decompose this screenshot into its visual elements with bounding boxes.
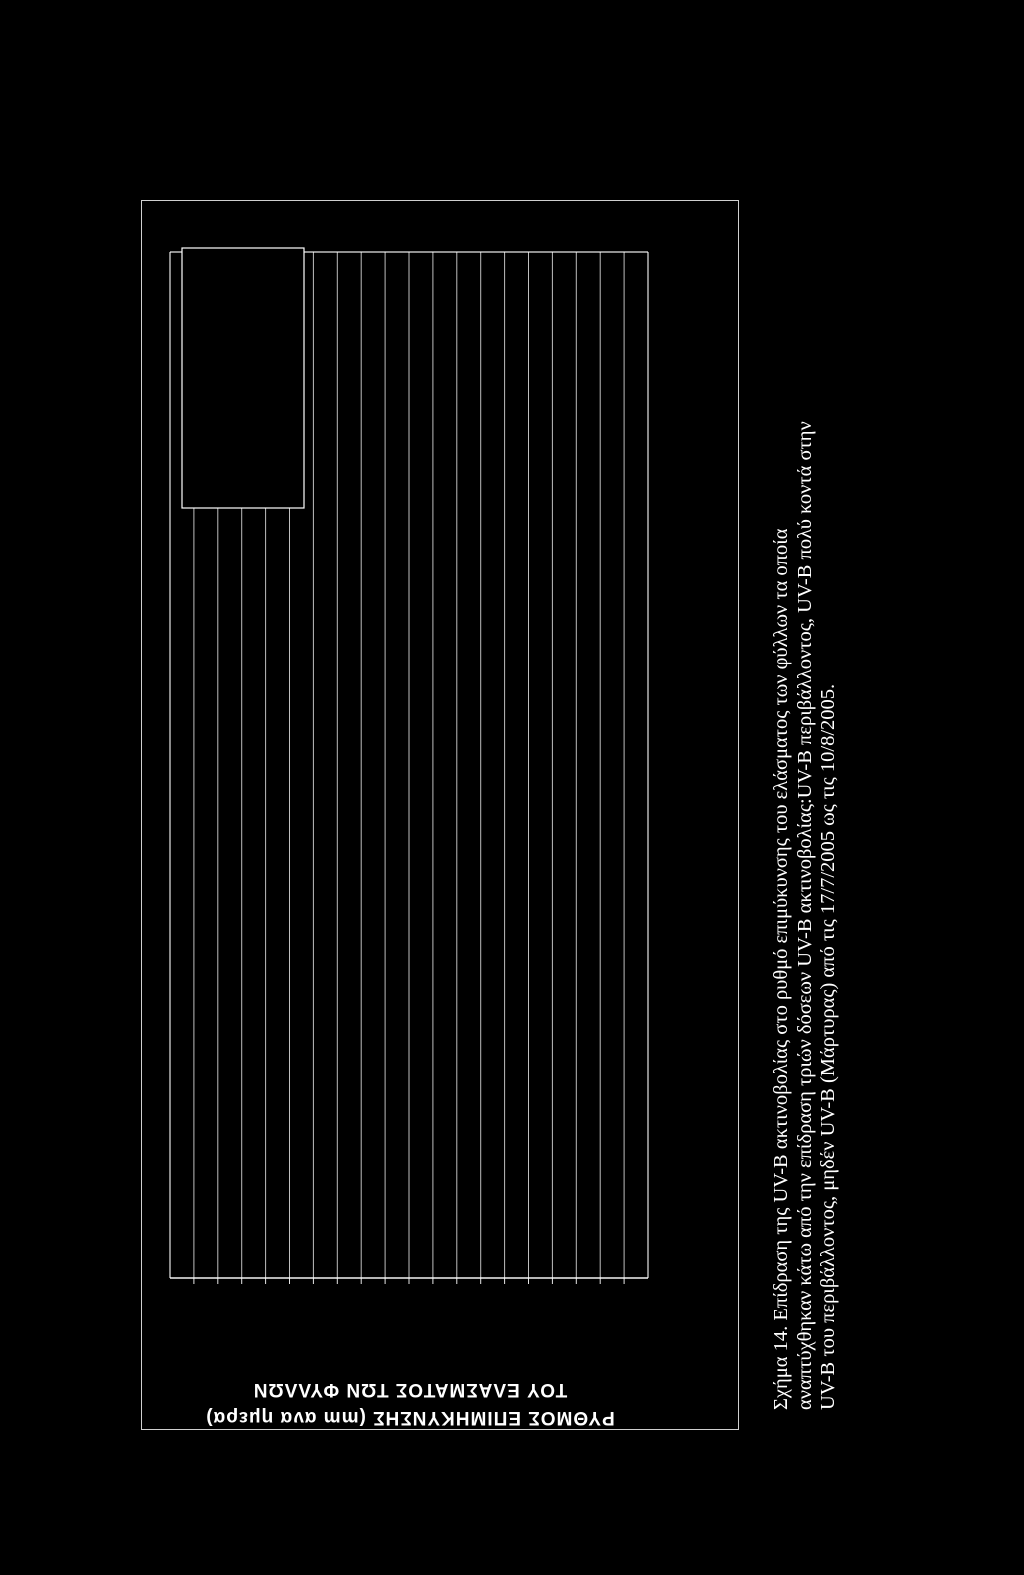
y-axis-label-line1: ΡΥΘΜΟΣ ΕΠΙΜΗΚΥΝΣΗΣ (mm ανα ημερα) xyxy=(205,1407,615,1428)
caption-line-2: αναπτύχθηκαν κάτω από την επίδραση τριών δόσεων UV-B ακτινοβολίας:UV-B περιβάλλοντος, UV-B πολύ κοντά στην xyxy=(793,421,816,1410)
y-axis-label-line2: ΤΟΥ ΕΛΑΣΜΑΤΟΣ ΤΩΝ ΦΥΛΛΩΝ xyxy=(252,1379,568,1400)
caption-line-3: UV-B του περιβάλλοντος, μηδέν UV-B (Μάρτυρας) από τις 17/7/2005 ως τις 10/8/2005. xyxy=(817,683,839,1410)
caption-line-1: Σχήμα 14. Επίδραση της UV-B ακτινοβολίας στο ρυθμό επιμύκυνσης του ελάσματος των φύλλων τα οποία xyxy=(770,528,792,1410)
figure-caption xyxy=(770,250,860,1410)
